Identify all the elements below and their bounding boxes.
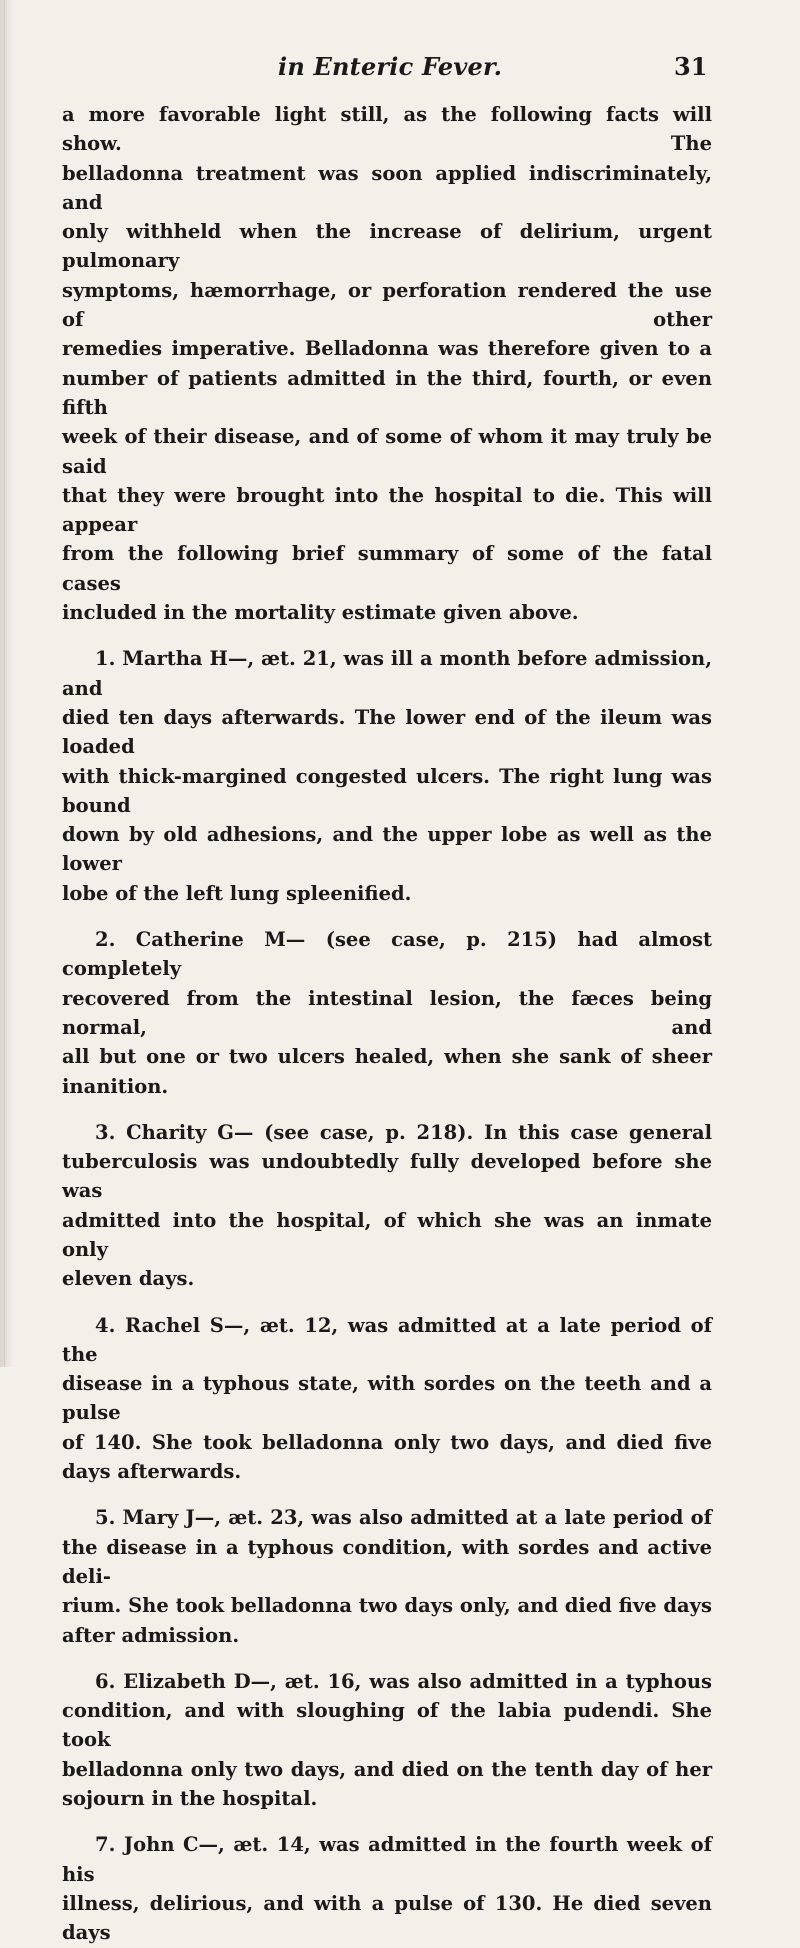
text-line: down by old adhesions, and the upper lobe as well as the lower [62,823,712,876]
text-line: 4. Rachel S—, æt. 12, was admitted at a late period of the [62,1313,712,1366]
text-line: eleven days. [62,1267,195,1291]
text-line: belladonna treatment was soon applied indiscriminately, and [62,161,712,214]
text-line: lobe of the left lung spleenified. [62,881,412,905]
text-line: remedies imperative. Belladonna was therefore given to a [62,337,712,361]
page-edge-line [4,0,5,1367]
text-line: days afterwards. [62,1460,242,1484]
text-line: tuberculosis was undoubtedly fully developed before she was [62,1150,712,1203]
text-line: sojourn in the hospital. [62,1787,318,1811]
text-line: a more favorable light still, as the following facts will show. The [62,103,712,156]
case-paragraph-3 [62,1118,712,1294]
paragraph-gap [62,627,712,644]
text-line: illness, delirious, and with a pulse of 130. He died seven days [62,1891,712,1945]
text-line: 2. Catherine M— (see case, p. 215) had almost completely [62,928,712,981]
text-line: only withheld when the increase of delirium, urgent pulmonary [62,220,712,273]
text-line: included in the mortality estimate given above. [62,601,579,625]
text-line: 7. John C—, æt. 14, was admitted in the fourth week of his [62,1833,712,1886]
text-line: number of patients admitted in the third, fourth, or even fifth [62,366,712,419]
paragraph-gap [62,1101,712,1118]
text-line: admitted into the hospital, of which she was an inmate only [62,1208,712,1261]
text-line: 5. Mary J—, æt. 23, was also admitted at a late period of [95,1506,712,1530]
case-paragraph-4 [62,1311,712,1487]
case-paragraph-2 [62,925,712,1101]
text-line: rium. She took belladonna two days only, and died five days [62,1594,712,1618]
text-line: of 140. She took belladonna only two days, and died five [62,1430,712,1454]
paragraph-gap [62,908,712,925]
page-edge [0,0,14,1367]
text-line: inanition. [62,1074,169,1098]
paragraph-gap [62,1813,712,1830]
case-paragraph-7 [62,1830,712,1947]
text-line: recovered from the intestinal lesion, the fæces being normal, and [62,986,712,1039]
text-line: all but one or two ulcers healed, when she sank of sheer [62,1045,712,1069]
text-line: disease in a typhous state, with sordes on the teeth and a pulse [62,1372,712,1425]
paragraph-gap [62,1650,712,1667]
text-line: symptoms, hæmorrhage, or perforation rendered the use of other [62,278,712,332]
intro-paragraph [62,100,712,627]
case-paragraph-1 [62,644,712,908]
text-line: the disease in a typhous condition, with sordes and active deli- [62,1535,712,1588]
text-line: condition, and with sloughing of the labia pudendi. She took [62,1699,712,1752]
text-line: from the following brief summary of some of the fatal cases [62,542,712,595]
paragraph-gap [62,1486,712,1503]
case-paragraph-6 [62,1667,712,1813]
case-paragraph-5 [62,1503,712,1649]
body-text [62,100,712,1948]
text-line: 6. Elizabeth D—, æt. 16, was also admitted in a typhous [95,1669,712,1693]
text-line: 3. Charity G— (see case, p. 218). In this case general [95,1120,712,1144]
page-number: 31 [674,52,708,81]
text-line: week of their disease, and of some of whom it may truly be said [62,425,712,478]
text-line: after admission. [62,1623,240,1647]
text-line: that they were brought into the hospital to die. This will appear [62,483,712,537]
text-line: 1. Martha H—, æt. 21, was ill a month before admission, and [62,647,712,700]
text-line: with thick-margined congested ulcers. The right lung was bound [62,764,712,817]
text-line: belladonna only two days, and died on the tenth day of her [62,1757,712,1781]
running-head-title: in Enteric Fever. [278,52,503,81]
text-line: died ten days afterwards. The lower end of the ileum was loaded [62,705,712,759]
running-head [0,52,800,86]
paragraph-gap [62,1294,712,1311]
